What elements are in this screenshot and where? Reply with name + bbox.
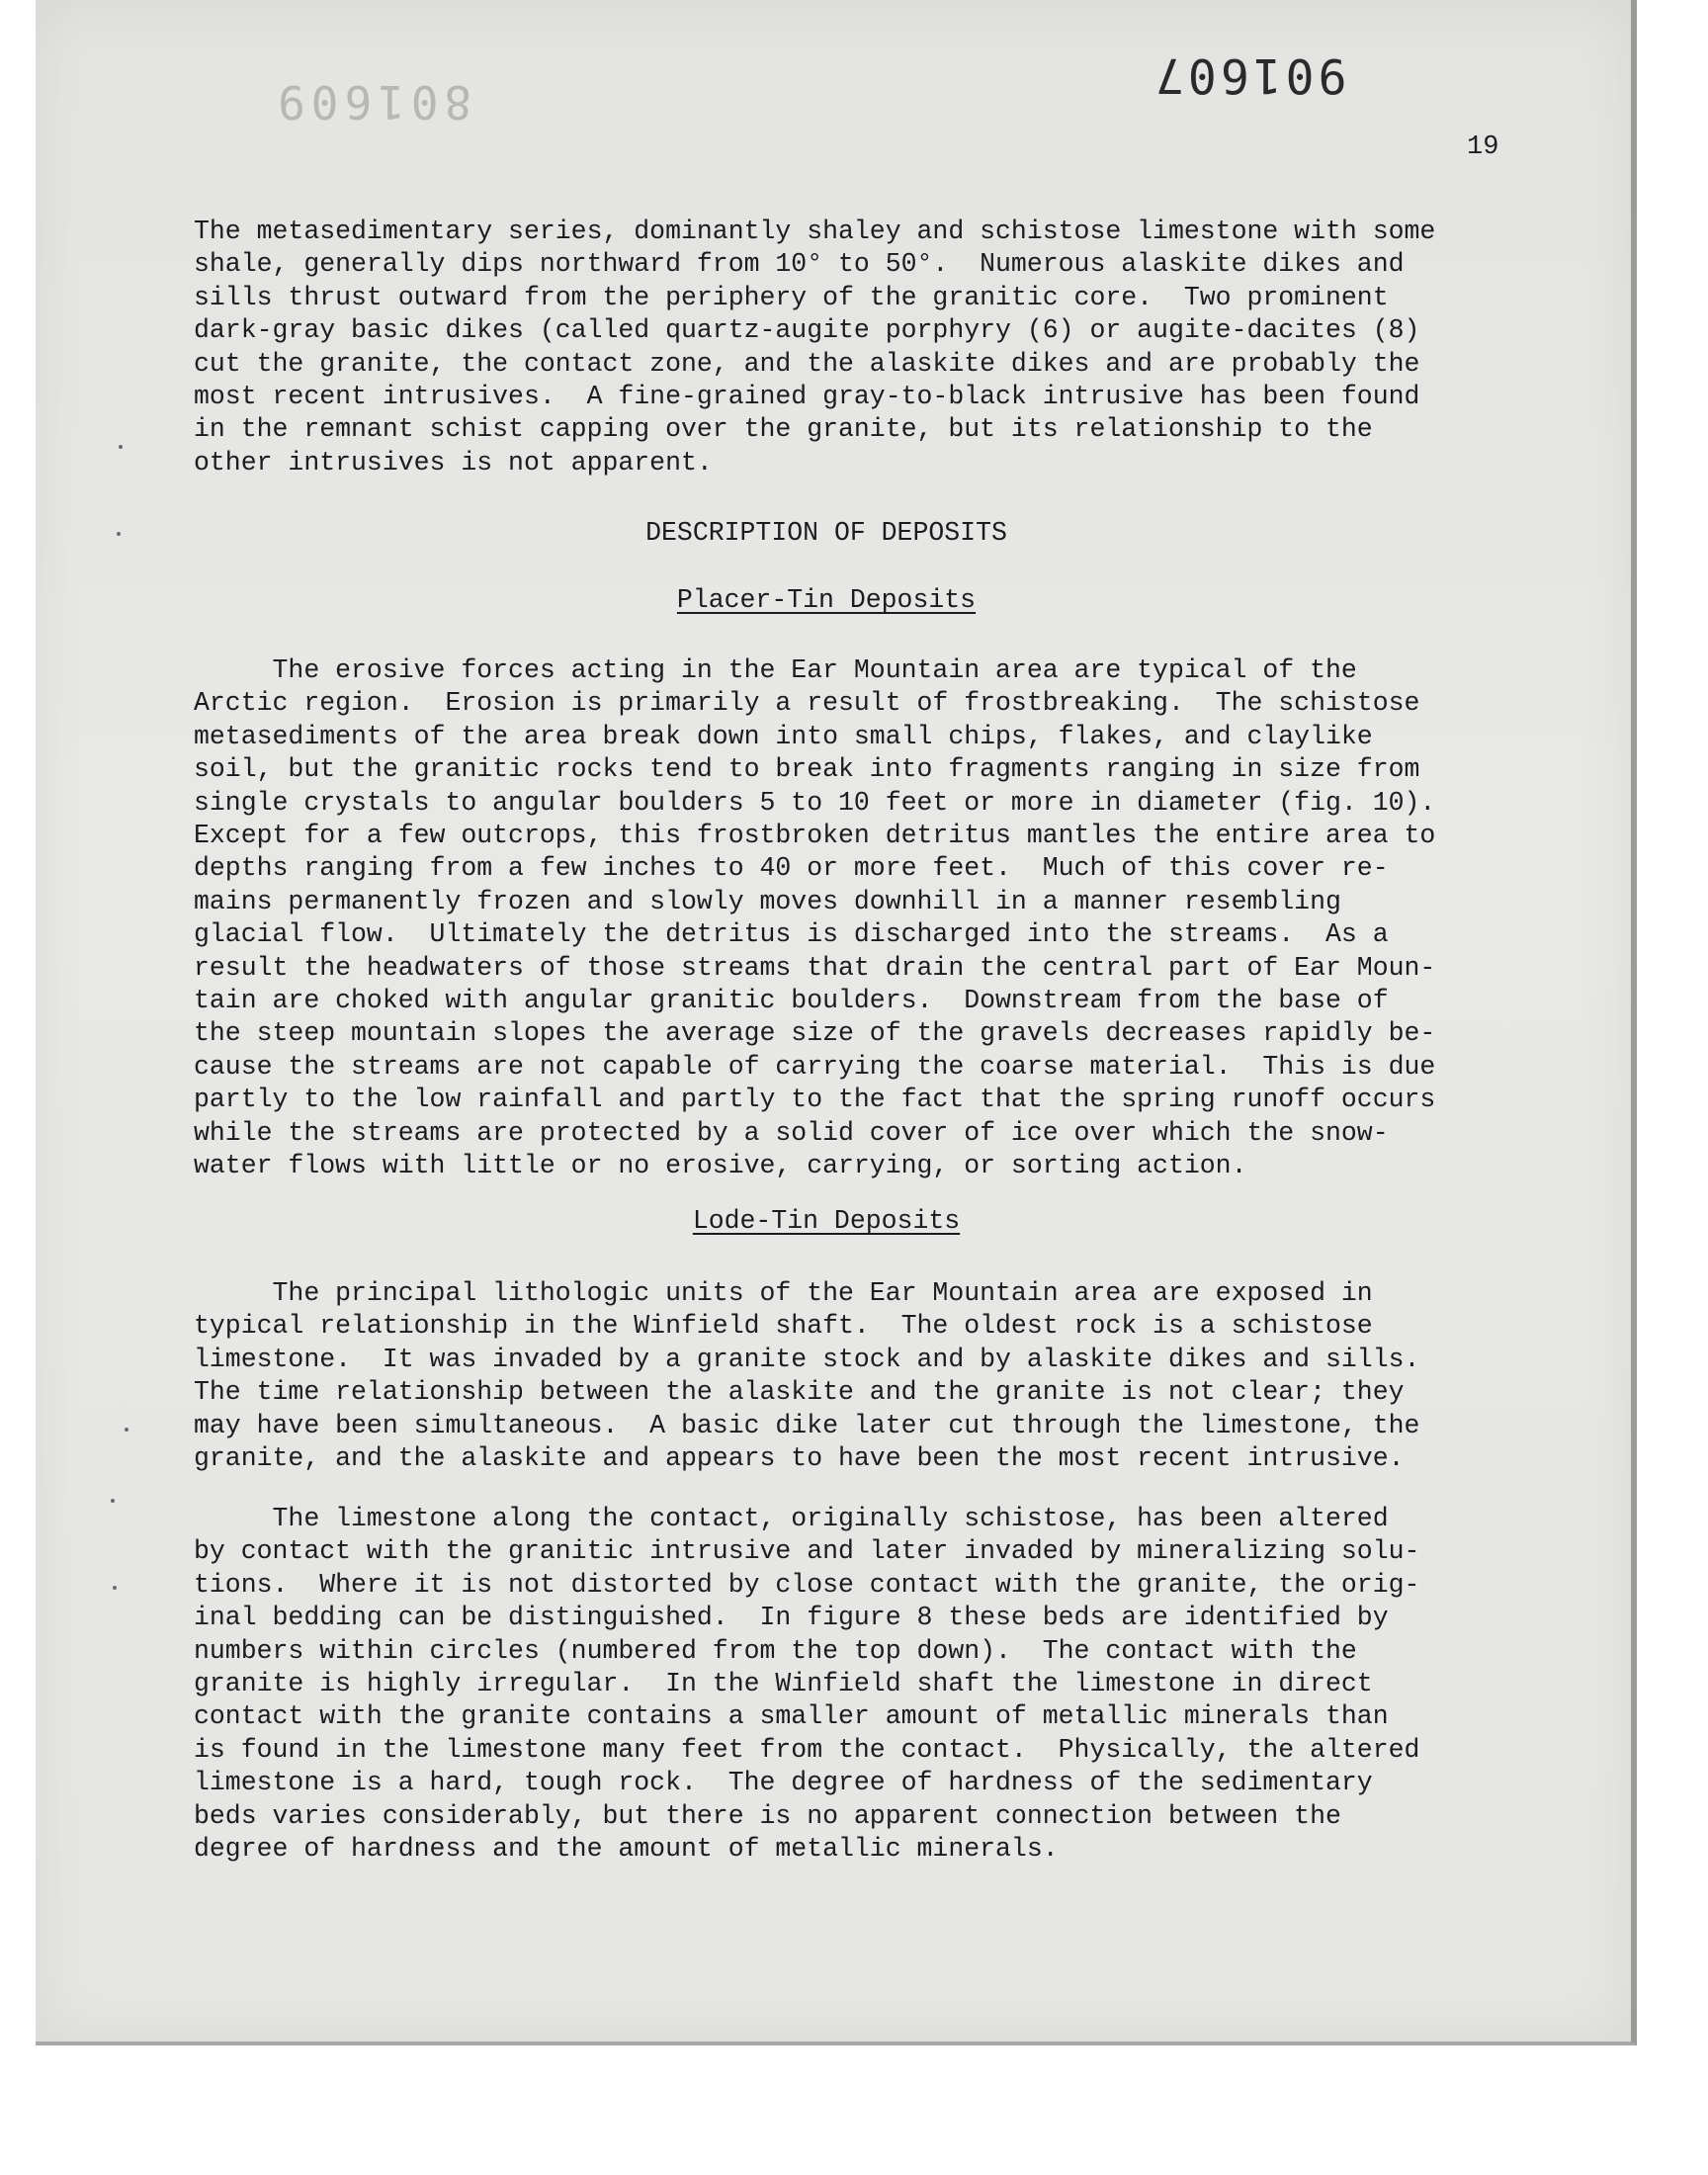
text-line: shale, generally dips northward from 10° to 50°. Numerous alaskite dikes and: [194, 249, 1405, 280]
lode-heading-text: Lode-Tin Deposits: [692, 1206, 961, 1236]
text-line: Except for a few outcrops, this frostbroken detritus mantles the entire area to: [194, 821, 1436, 851]
text-line: The time relationship between the alaskite and the granite is not clear; they: [194, 1377, 1405, 1408]
scan-speck: [111, 1499, 115, 1503]
text-line: may have been simultaneous. A basic dike later cut through the limestone, the: [194, 1410, 1420, 1440]
text-line: numbers within circles (numbered from the top down). The contact with the: [194, 1635, 1357, 1666]
text-line: while the streams are protected by a solid cover of ice over which the snow-: [194, 1117, 1389, 1148]
bleed-through-number: 801609: [272, 75, 472, 129]
placer-heading: [194, 585, 1459, 615]
document-number: 901607: [1152, 47, 1347, 103]
text-line: limestone. It was invaded by a granite stock and by alaskite dikes and sills.: [194, 1344, 1420, 1374]
text-line: The principal lithologic units of the Ear Mountain area are exposed in: [194, 1278, 1373, 1308]
page-number: 19: [1467, 132, 1499, 162]
text-line: granite, and the alaskite and appears to have been the most recent intrusive.: [194, 1443, 1405, 1474]
intro-paragraph: [194, 216, 1498, 479]
section-heading: DESCRIPTION OF DEPOSITS: [645, 518, 1007, 548]
text-line: cut the granite, the contact zone, and the alaskite dikes and are probably the: [194, 348, 1420, 379]
text-line: dark-gray basic dikes (called quartz-augite porphyry (6) or augite-dacites (8): [194, 315, 1420, 346]
scan-speck: [125, 1428, 128, 1432]
scan-speck: [117, 532, 121, 536]
lode-paragraph-1: [194, 1277, 1498, 1475]
placer-heading-text: Placer-Tin Deposits: [676, 585, 977, 615]
scan-speck: [113, 1586, 117, 1590]
text-line: glacial flow. Ultimately the detritus is discharged into the streams. As a: [194, 919, 1389, 950]
text-line: most recent intrusives. A fine-grained gray-to-black intrusive has been found: [194, 382, 1420, 412]
text-line: tions. Where it is not distorted by close contact with the granite, the orig-: [194, 1569, 1420, 1600]
text-line: typical relationship in the Winfield shaft. The oldest rock is a schistose: [194, 1311, 1373, 1342]
lode-paragraph-2: [194, 1503, 1498, 1866]
text-line: degree of hardness and the amount of metallic minerals.: [194, 1834, 1059, 1865]
text-line: limestone is a hard, tough rock. The degree of hardness of the sedimentary: [194, 1768, 1373, 1798]
text-line: Arctic region. Erosion is primarily a result of frostbreaking. The schistose: [194, 688, 1420, 719]
text-line: depths ranging from a few inches to 40 or more feet. Much of this cover re-: [194, 853, 1389, 884]
text-line: The erosive forces acting in the Ear Mountain area are typical of the: [194, 655, 1357, 685]
text-line: by contact with the granitic intrusive and later invaded by mineralizing solu-: [194, 1536, 1420, 1567]
text-line: in the remnant schist capping over the granite, but its relationship to the: [194, 414, 1373, 445]
text-line: sills thrust outward from the periphery of the granitic core. Two prominent: [194, 282, 1389, 312]
text-line: partly to the low rainfall and partly to the fact that the spring runoff occurs: [194, 1085, 1436, 1115]
text-line: the steep mountain slopes the average size of the gravels decreases rapidly be-: [194, 1018, 1436, 1049]
text-line: single crystals to angular boulders 5 to 10 feet or more in diameter (fig. 10).: [194, 787, 1436, 818]
text-line: metasediments of the area break down into small chips, flakes, and claylike: [194, 721, 1373, 751]
text-line: The limestone along the contact, originally schistose, has been altered: [194, 1504, 1389, 1533]
text-line: The metasedimentary series, dominantly shaley and schistose limestone with some: [194, 217, 1436, 246]
text-line: inal bedding can be distinguished. In figure 8 these beds are identified by: [194, 1603, 1389, 1633]
text-line: other intrusives is not apparent.: [194, 447, 713, 478]
text-line: contact with the granite contains a smaller amount of metallic minerals than: [194, 1701, 1389, 1732]
text-line: is found in the limestone many feet from the contact. Physically, the altered: [194, 1734, 1420, 1765]
scan-speck: [119, 445, 123, 449]
placer-paragraph: [194, 654, 1498, 1183]
text-line: cause the streams are not capable of carrying the coarse material. This is due: [194, 1051, 1436, 1082]
text-line: mains permanently frozen and slowly moves downhill in a manner resembling: [194, 886, 1341, 916]
text-line: soil, but the granitic rocks tend to break into fragments ranging in size from: [194, 754, 1420, 785]
text-line: water flows with little or no erosive, carrying, or sorting action.: [194, 1151, 1247, 1181]
text-line: tain are choked with angular granitic boulders. Downstream from the base of: [194, 986, 1389, 1016]
text-line: granite is highly irregular. In the Winfield shaft the limestone in direct: [194, 1669, 1373, 1699]
lode-heading: [194, 1206, 1459, 1236]
text-line: result the headwaters of those streams that drain the central part of Ear Moun-: [194, 952, 1436, 983]
text-line: beds varies considerably, but there is no apparent connection between the: [194, 1800, 1341, 1831]
